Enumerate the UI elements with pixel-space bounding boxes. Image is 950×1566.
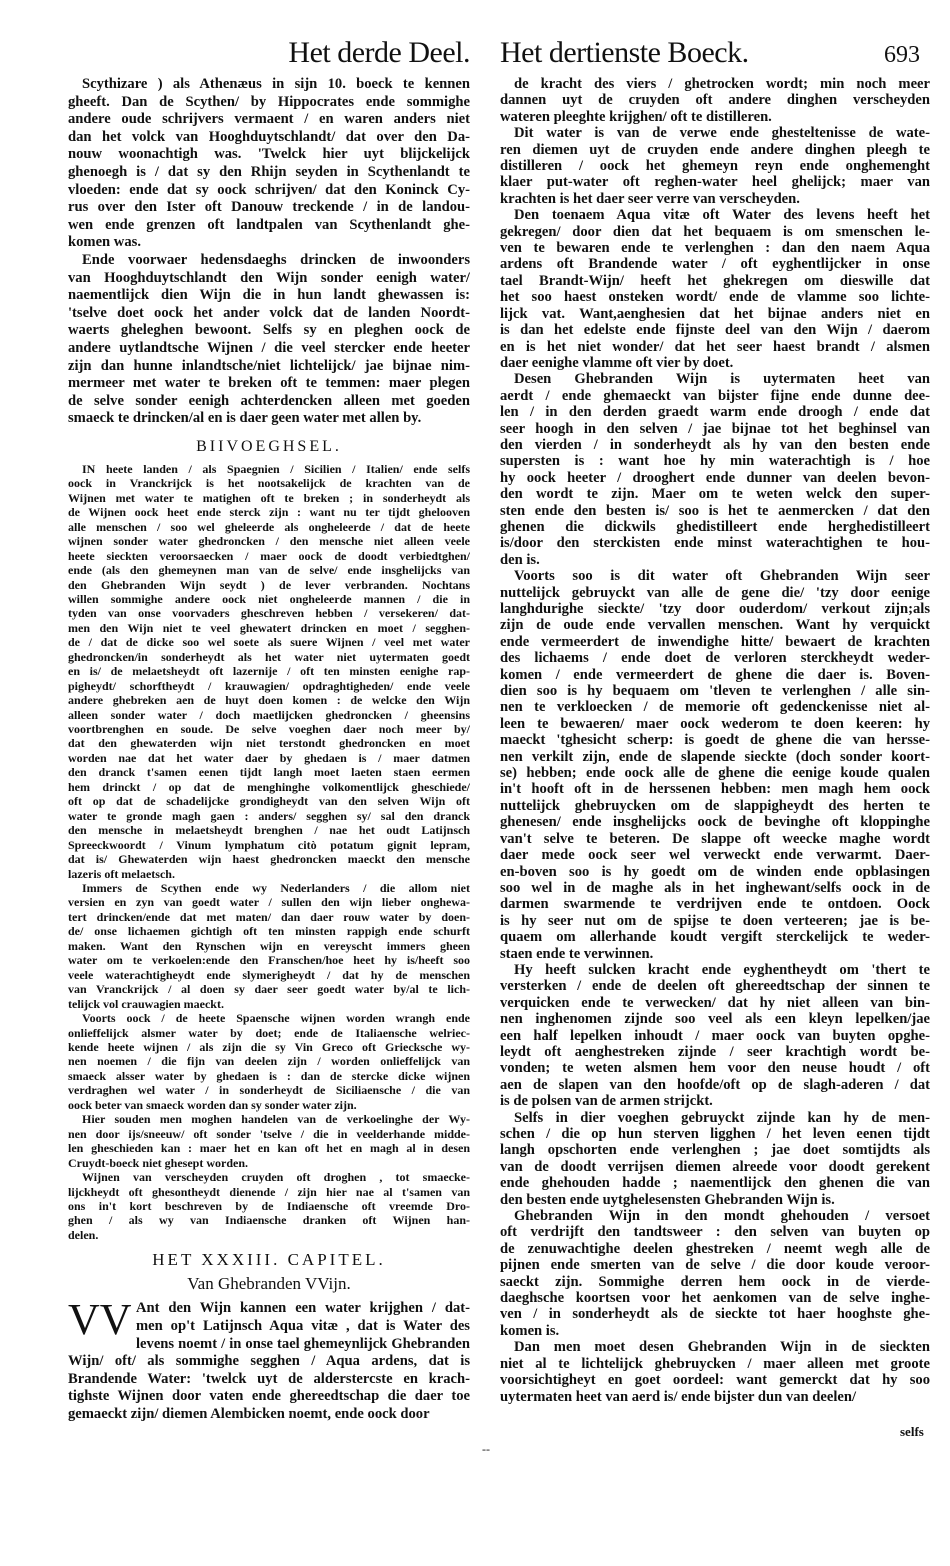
text-line: levens noemt / in onse tael ghemeynlijck Ghebranden — [136, 1335, 470, 1352]
text-line: andere uytlandtsche Wijnen / die veel stercker ende heeter — [68, 339, 470, 356]
text-line: nuttelijck ghebruycken om de slappigheydt des herten te — [500, 797, 930, 814]
text-line: men den Wijn niet te veel ghewatert drincken en moet / segghen- — [68, 620, 470, 635]
text-line: Brandende Water: 'twelck uyt de alderstercste en krach- — [68, 1370, 470, 1387]
text-line: tighste Wijnen door vaten ende ghereedtschap die daer toe — [68, 1388, 470, 1405]
text-line: telijck vol crauwagien maeckt. — [68, 996, 224, 1011]
text-line: Immers de Scythen ende wy Nederlanders / die allom niet — [82, 881, 470, 896]
paragraph — [68, 252, 470, 428]
paragraph — [500, 1339, 930, 1405]
text-line: maken. Want den Rynschen wijn en vereyscht immers gheen — [68, 938, 470, 953]
text-line: nen door ijs/sneeuw/ oft sonder 'tselve / die in veelderhande midde- — [68, 1126, 470, 1141]
text-line: Selfs in dier voeghen gebruyckt zijnde kan hy de men- — [514, 1109, 930, 1126]
text-line: nouw woonachtigh was. 'Twelck hier uyt blijckelijck — [68, 146, 470, 163]
chapter-opening — [68, 1295, 470, 1423]
text-line: dat den ghewaterden wijn niet terstondt ghedroncken en moet — [68, 736, 470, 751]
text-line: smaeck alsser water by ghedaen is : dan de stercke dicke wijnen — [68, 1068, 470, 1083]
text-line: lijckheydt oft ghesontheydt dienende / zijn hier nae al t'samen van — [68, 1184, 470, 1199]
text-line: supersten is : want hoe hy min waterachtigh is / hoe — [500, 453, 930, 470]
text-line: is de polsen van de armen strijckt. — [500, 1093, 713, 1110]
text-line: dannen uyt de cruyden oft andere dinghen verscheyden — [500, 92, 930, 109]
text-line: ardens oft Brandende water / oft eyghentlijcker in onse — [500, 256, 930, 273]
paragraph — [68, 1112, 470, 1170]
text-line: langh opschorten ende verlenghen ; jae doet somtijdts als — [500, 1142, 930, 1159]
text-line: klaer put-water oft reghen-water heel ghelijck; maer van — [500, 174, 930, 191]
left-column — [68, 76, 470, 1424]
text-line: oft op dat de schadelijcke grondigheydt van den selven Wijn oft — [68, 794, 470, 809]
text-line: hem drinckt / op dat de menghinghe volkomentlijck gheschiede/ — [68, 779, 470, 794]
text-line: ghedroncken/in sonderheydt als het water niet uytermaten goedt — [68, 649, 470, 664]
text-line: aerdt / ende ghemaeckt van bijster fijne ende dunne dee- — [500, 387, 930, 404]
text-line: verquicken ende te verwecken/ dat hy niet alleen van bin- — [500, 994, 930, 1011]
text-line: ven te bewaren ende te verlenghen : dan den naem Aqua — [500, 240, 930, 257]
text-line: worden nae dat het water daer by ghedaen is / maer datmen — [68, 750, 470, 765]
paragraph — [68, 76, 470, 252]
text-line: uytermaten heet van aerd is/ ende bijster dun van deelen/ — [500, 1388, 857, 1405]
text-line: nen te verkloecken / de memorie oft gedenckenisse niet al- — [500, 699, 930, 716]
text-line: Scythizare ) als Athenæus in sijn 10. boeck te kennen — [82, 76, 470, 92]
text-line: de selve sonder eenigh achterdencken alleen met goeden — [68, 392, 470, 409]
text-line: water te gronde magh gaen : anders/ segghen sy/ sal den dranck — [68, 808, 470, 823]
text-line: van Hooghduytschlandt den Wijn sonder eenigh water/ — [68, 269, 470, 286]
text-line: Hy heeft sulcken kracht ende eyghentheydt om 'thert te — [514, 961, 930, 978]
chapter-title: Van Ghebranden VVijn. — [187, 1274, 351, 1294]
text-line: mermeer met water te breken oft te temmen: maer plegen — [68, 375, 470, 392]
text-line: seer hoogh in den selven / jae bijnae tot het beghinsel van — [500, 420, 930, 437]
text-line: rus over den Ister oft Danouw treckende / in de landou- — [68, 199, 470, 216]
text-line: Wijnen van verscheyden cruyden oft droghen , tot smaecke- — [82, 1170, 470, 1185]
text-line: delen. — [68, 1227, 99, 1242]
text-line: daer mede oock seer wel verweckt ende verwarmt. Daer- — [500, 847, 930, 864]
text-line: Wijn/ oft/ als sommighe segghen / Aqua ardens, dat is — [68, 1353, 470, 1370]
text-line: ghenesen/ ende insghelijcks oock de bevinghe oft kloppinghe — [500, 814, 930, 831]
text-line: ren diemen uyt de cruyden ende andere dinghen pleegh te — [500, 141, 930, 158]
text-line: maeckt 'tghesicht scherp: is goedt de ghene die van hersse- — [500, 732, 930, 749]
supplement-text — [68, 462, 470, 1242]
text-line: pigheydt/ schorftheydt / krauwagien/ opdraghtigheden/ ende veele — [68, 678, 470, 693]
text-line: een half lepelken inhoudt / maer oock van buyten opghe- — [500, 1027, 930, 1044]
text-line: nuttelijck gebruyckt van alle de gene die/ 'tzy door eenige — [500, 584, 930, 601]
text-line: tert drincken/ende dat met maten/ dan daer rouw water by doen- — [68, 909, 470, 924]
text-line: oock beter van smaeck worden dan sy sonder water zijn. — [68, 1097, 357, 1112]
text-line: gemaeckt zijn/ diemen Alembicken noemt, ende oock door — [68, 1405, 430, 1422]
text-line: Cruydt-boeck niet ghesept worden. — [68, 1155, 248, 1170]
text-line: van de doodt verrijsen diemen alreede voor doodt gerekent — [500, 1158, 930, 1175]
text-line: saeckt zijn. Sommighe derren hem oock in de vierde- — [500, 1273, 930, 1290]
paragraph — [500, 125, 930, 207]
text-line: dien soo is hy bequaem om 'tleven te verlenghen / alle sin- — [500, 683, 930, 700]
text-line: kende heete wijnen / als zijn die sy Vin Greco oft Griecksche wy- — [68, 1040, 470, 1054]
text-line: willen sommighe andere oock niet ongheleerde mannen / die in — [68, 591, 470, 606]
text-line: den mensche in melaetsheydt brenghen / nae het oudt Latijnsch — [68, 823, 470, 838]
text-line: verdraghen wel water / in sonderheydt de Siciliaensche / die van — [68, 1083, 470, 1098]
text-line: wateren pleeghte krijghen/ oft te distilleren. — [500, 108, 772, 125]
text-line: komen / ende vermeerdert de ghene die daer is. Boven- — [500, 666, 930, 683]
text-line: alleen sonder water / doch maetlijcken ghedroncken / gheensins — [68, 707, 470, 722]
text-line: waerts gheleghen bewoont. Selfs sy en pleghen oock de — [68, 322, 470, 339]
text-line: zijn dan hunne inlandtsche/niet lichtelijck/ jae bijnae nim- — [68, 357, 470, 374]
text-line: se) hebben; ende oock alle de ghene die eenige koude qualen — [500, 765, 930, 782]
text-line: hy oock heeter / drooghert ende dunner van deelen bevon- — [500, 469, 930, 486]
text-line: IN heete landen / als Spaegnien / Sicilien / Italien/ ende selfs — [82, 461, 470, 476]
text-line: ven / in sonderheydt als de sieckte tot haer hooghste ghe- — [500, 1306, 930, 1323]
text-line: veele waterachtigheydt ende slymerigheydt / dat hy de menschen — [68, 967, 470, 982]
text-line: het soo haest onsteken wordt/ ende de vlamme soo lichte- — [500, 289, 930, 306]
text-line: andere ghebreken aen de huyt doen komen : de welcke den Wijn — [68, 693, 470, 708]
text-line: heete sieckten veroorsaecken / maer oock de doodt verbiedtghen/ — [68, 548, 470, 563]
text-line: versien en zyn van goedt water / sullen den wijn lieber onghewa- — [68, 895, 470, 910]
text-line: leen te bewaeren/ maer oock wederom te doen keeren: hy — [500, 715, 930, 732]
text-line: de / dat de dicke soo wel soete als suere Wijnen / veel met water — [68, 635, 470, 650]
text-line: Dan men moet desen Ghebranden Wijn in de sieckten — [514, 1339, 930, 1356]
text-line: Spreeckwoordt / Vinum lymphatum citò potatum gignit lepram, — [68, 837, 470, 852]
text-line: soo wel in de maghe als in het inghewant/selfs oock in de — [500, 879, 930, 896]
paragraph — [500, 1110, 930, 1208]
text-line: krachten is het daer seer verre van verscheyden. — [500, 190, 800, 207]
text-line: ghenoegh is / dat sy den Rhijn seyden in Scythenlandt te — [68, 163, 470, 180]
text-line: leydt oft aenghestreken zijnde / seer krachtigh wordt be- — [500, 1043, 930, 1060]
paragraph — [500, 568, 930, 962]
text-line: ons in't kort beschreven by de Indiaensche oft vreemde Dro- — [68, 1198, 470, 1213]
text-line: nen noemen / die fijn van deelen zijn / worden onlieffelijck van — [68, 1054, 470, 1069]
text-line: quaem om allerhande koudt vergift sterckelijck te weder- — [500, 929, 930, 946]
text-line: voorsichtigheyt en goet oordeel: want gemerckt dat hy soo — [500, 1372, 930, 1389]
text-line: den is. — [500, 551, 540, 568]
text-line: en-boven soo is hy goedt om de winden ende opblasingen — [500, 863, 930, 880]
text-line: gheeft. Dan de Scythen/ by Hippocrates ende sommighe — [68, 93, 470, 110]
text-line: en is het niet wonder/ dat het seer haest brandt / alsmen — [500, 338, 930, 355]
text-line: Hier souden men moghen handelen van de verkoelinghe der Wy- — [82, 1112, 470, 1127]
text-line: in't hooft oft in de herssenen hebben: men magh hem oock — [500, 781, 930, 798]
text-line: is/door den sterckisten ende minst waterachtighen te hou- — [500, 535, 930, 552]
text-line: gekregen/ door dien dat het bequaem is om smenschen le- — [500, 223, 930, 240]
text-line: ghen / als wy van Indiaensche dranken oft Wijnen han- — [68, 1213, 470, 1228]
paragraph — [68, 881, 470, 1011]
text-line: Desen Ghebranden Wijn is uytermaten heet van — [514, 371, 930, 388]
drop-cap: VV — [68, 1295, 132, 1345]
paragraph — [500, 1208, 930, 1339]
paragraph — [68, 462, 470, 881]
text-line: Wijnen met water te matighen oft te breken ; in sonderheydt als — [68, 490, 470, 505]
paragraph — [500, 962, 930, 1110]
text-line: Voorts oock / de heete Spaensche wijnen worden wrangh ende — [82, 1011, 470, 1026]
running-head-part: Het derde Deel. — [288, 36, 470, 69]
text-line: ende vermeerdert de inwendighe hitte/ bewaert de krachten — [500, 633, 930, 650]
text-line: staen ende te verwinnen. — [500, 945, 654, 962]
text-line: sten ende den besten is/ soo is het te aenmercken / dat den — [500, 502, 930, 519]
text-line: schen / die op hun sterven ligghen / het leven eenen tijdt — [500, 1126, 930, 1142]
text-line: ghenen die dickwils ghedistilleert ende herghedistilleert — [500, 518, 930, 535]
text-line: len / in den derden graedt warm ende droogh / ende dat — [500, 404, 930, 421]
text-line: versterken / ende de deelen oft ghereedtschap der sinnen te — [500, 978, 930, 995]
text-line: is hy seer nut om de spijse te doen verteeren; jae is be- — [500, 912, 930, 929]
footer-mark: -- — [482, 1442, 490, 1456]
text-line: niet al te lichtelijck ghebruycken / maer alleen met groote — [500, 1355, 930, 1372]
page-number: 693 — [884, 42, 920, 68]
text-line: de kracht des viers / ghetrocken wordt; min noch meer — [514, 76, 930, 92]
text-line: komen was. — [68, 234, 141, 251]
text-line: zijn de oude ende vervallen menschen. Want hy verquickt — [500, 617, 930, 634]
text-line: den dranck t'samen eenen tijdt langh moet laeten staen eermen — [68, 765, 470, 780]
text-line: Dit water is van de verwe ende ghesteltenisse de wate- — [514, 125, 930, 142]
text-line: ende ghehouden hadde ; naementlijck den ghenen die van — [500, 1175, 930, 1192]
text-line: wen ende grenzen oft landtpalen van Scythenlandt ghe- — [68, 216, 470, 233]
text-line: nen inghenomen zijnde soo veel als een kleyn lepelken/jae — [500, 1011, 930, 1028]
text-line: langhdurighe sieckte/ 'tzy door ouderdom/ verkout zijn;als — [500, 601, 930, 617]
text-line: tael Brandt-Wijn/ heeft het ghekregen om dieswille dat — [500, 272, 930, 289]
text-line: vloeden: ende dat sy oock schrijven/ dat den Koninck Cy- — [68, 181, 470, 198]
right-column — [500, 76, 930, 1405]
text-line: is dan het edelste ende fijnste deel van den Wijn / daerom — [500, 322, 930, 339]
text-line: dat is/ Ghewaterden wijn haest ghedroncken maeckt den mensche — [68, 852, 470, 867]
text-line: tyden van onse voorvaders gheschreven hebben / versekeren/ dat- — [68, 606, 470, 621]
text-line: oft verdrijft den tandtsweer : den selven van buyten op — [500, 1224, 930, 1241]
paragraph — [500, 76, 930, 125]
paragraph — [68, 1170, 470, 1242]
text-line: vonden; te weten alsmen hem voor den neuse houdt / oft — [500, 1060, 930, 1077]
text-line: daeghsche koortsen voor het aenkomen van de selve inghe- — [500, 1290, 930, 1307]
paragraph — [500, 371, 930, 568]
text-line: wijnen sonder water ghedroncken / den mensche niet alleen veele — [68, 534, 470, 549]
text-line: onlieffelijck alsmer water by doet; ende de Italiaensche welriec- — [68, 1025, 470, 1040]
text-line: pijnen ende smerten van de selve / die door koude veroor- — [500, 1257, 930, 1274]
text-line: van Vranckrijck / al doen sy daer seer goedt water by/al te lich- — [68, 982, 470, 997]
text-line: oock in Vranckrijck is het nootsakelijck de krachten van de — [68, 476, 470, 491]
text-line: distilleren / oock het ghemeyn reyn ende onghemenght — [500, 158, 930, 175]
text-line: Ghebranden Wijn in den mondt ghehouden / versoet — [514, 1208, 930, 1225]
text-line: aen de slapen van den hoofde/oft op de slagh-aderen / dat — [500, 1076, 930, 1093]
text-line: den besten ende uytghelesensten Ghebranden Wijn is. — [500, 1191, 835, 1208]
chapter-heading: HET XXXIII. CAPITEL. — [152, 1250, 386, 1270]
running-head-book: Het dertienste Boeck. — [500, 36, 749, 69]
text-line: Voorts soo is dit water oft Ghebranden Wijn seer — [514, 568, 930, 585]
text-line: 'tselve doet oock het ander volck dat de landen Noordt- — [68, 304, 470, 321]
text-line: naementlijck dien Wijn die in hun landt ghewassen is: — [68, 287, 470, 304]
text-line: van't selve te beteren. De slappe oft weecke maghe wordt — [500, 830, 930, 847]
text-line: nen verkilt zijn, ende de slapende sieckte (doch sonder koort- — [500, 748, 930, 765]
text-line: alle menschen / soo wel ghelеerde als ongheleerde / dat de heete — [68, 519, 470, 534]
text-line: dan het volck van Hooghduytschlandt/ dat over den Da- — [68, 128, 470, 145]
text-line: ende (als den ghemeynen man van de selve/ ende insghelijcks van — [68, 563, 470, 578]
paragraph — [68, 1011, 470, 1112]
text-line: de/ onse lichaemen gichtigh oft ten minsten rappigh ende schurft — [68, 924, 470, 939]
text-line: smaeck te drincken/al en is daer geen water met allen by. — [68, 410, 422, 427]
text-line: men op't Latijnsch Aqua vitæ , dat is Water des — [136, 1317, 470, 1334]
text-line: andere oude schrijvers vermaent / en waren anders niet — [68, 111, 470, 128]
text-line: daer eenighe vlamme oft vier by doet. — [500, 354, 734, 371]
text-line: komen is. — [500, 1322, 560, 1339]
text-line: de Wijnen oock heet ende sterck zijn : want nu ter tijdt ghelooven — [68, 505, 470, 520]
supplement-heading: BIIVOEGHSEL. — [196, 437, 342, 455]
text-line: len gheschieden kan : maer het en kan oft het en magh al in desen — [68, 1141, 470, 1156]
paragraph — [500, 207, 930, 371]
text-line: den Ghebranden Wijn seydt ) de lever verbranden. Nochtans — [68, 577, 470, 592]
text-line: water om te verkoelen:ende den Franschen/hoe heet hy is/heeft soo — [68, 953, 470, 968]
text-line: den wordt te zijn. Maer om te weten welck den super- — [500, 486, 930, 503]
text-line: lijck vat. Want,aenghesien dat het bijnae anders niet en — [500, 305, 930, 322]
text-line: de zenuwachtighe deelen ghestreken / neemt wegh alle de — [500, 1240, 930, 1257]
text-line: Ende voorwaer hedensdaeghs drincken de inwoonders — [82, 251, 470, 268]
catchword: selfs — [900, 1424, 924, 1439]
text-line: lazeris oft melaetsch. — [68, 866, 175, 881]
text-line: Den toenaem Aqua vitæ oft Water des levens heeft het — [514, 207, 930, 224]
intro-text — [68, 76, 470, 428]
text-line: darmen swarmende te verdrijven ende te ontdoen. Oock — [500, 896, 930, 913]
text-line: voortbrenghen en soude. De selve voeghen daer noch meer by/ — [68, 722, 470, 737]
text-line: Ant den Wijn kannen een water krijghen / dat- — [136, 1300, 470, 1317]
text-line: en is/ de melaetsheydt oft lazernije / oft ten minsten eenighe rap- — [68, 664, 470, 679]
text-line: des lichaems / ende doet de verloren sterckheydt weder- — [500, 650, 930, 667]
text-line: den vierden / in sonderheydt als hy van den besten ende — [500, 436, 930, 453]
